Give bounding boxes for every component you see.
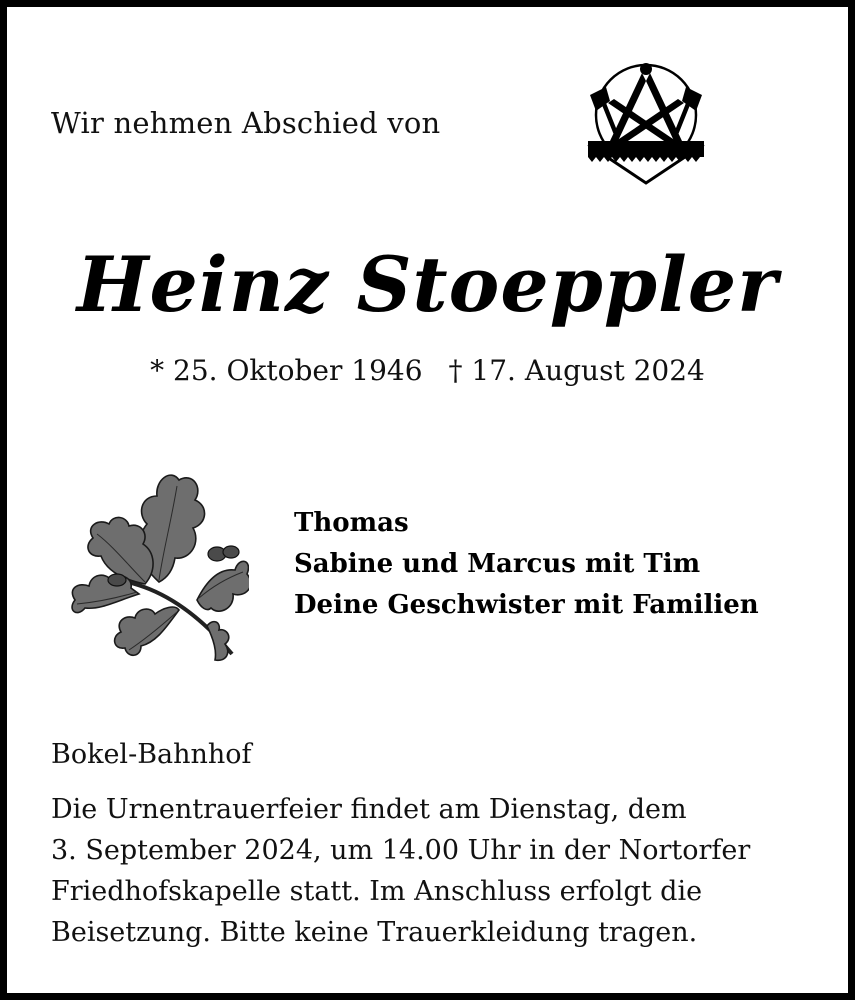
- deceased-name: Heinz Stoeppler: [76, 240, 779, 329]
- intro-text: Wir nehmen Abschied von: [51, 106, 441, 140]
- life-dates: [7, 351, 848, 391]
- mourner-line: Sabine und Marcus mit Tim: [294, 549, 701, 579]
- oak-branch-icon: [67, 462, 249, 662]
- birth-date: * 25. Oktober 1946: [150, 354, 423, 387]
- ceremony-line: 3. September 2024, um 14.00 Uhr in der Nortorfer: [51, 835, 751, 866]
- ceremony-line: Die Urnentrauerfeier findet am Dienstag, dem: [51, 794, 687, 825]
- death-date: † 17. August 2024: [448, 354, 705, 387]
- ceremony-info: [51, 789, 821, 953]
- ceremony-line: Friedhofskapelle statt. Im Anschluss erfolgt die: [51, 876, 703, 907]
- mourners-list: [294, 503, 759, 626]
- mourner-line: Thomas: [294, 508, 409, 538]
- mourner-line: Deine Geschwister mit Familien: [294, 590, 759, 620]
- ceremony-line: Beisetzung. Bitte keine Trauerkleidung tragen.: [51, 917, 698, 948]
- carpenter-guild-emblem-icon: [580, 55, 712, 187]
- place-name: Bokel-Bahnhof: [51, 739, 252, 770]
